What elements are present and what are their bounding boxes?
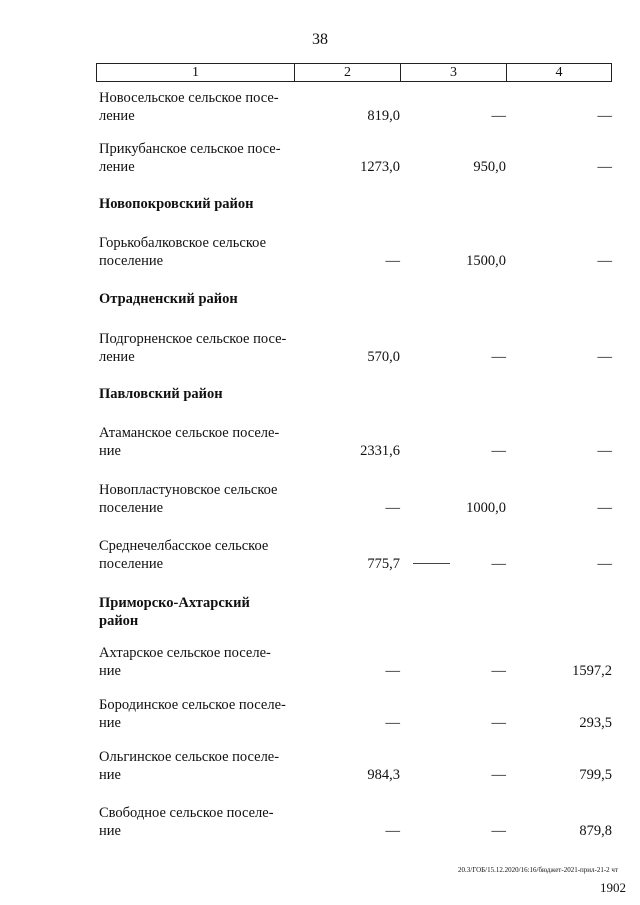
row-col-4: 1597,2: [572, 663, 612, 679]
row-col-2: —: [385, 715, 400, 731]
page-number: 38: [312, 31, 328, 48]
row-col-2: 775,7: [367, 556, 400, 572]
row-col-4: —: [597, 159, 612, 175]
row-name: Атаманское сельское поселе- ние: [99, 425, 280, 459]
footer-page-number: 1902: [600, 880, 626, 895]
row-col-3: —: [491, 767, 506, 783]
row-col-3: 1000,0: [466, 500, 506, 516]
row-name: Подгорненское сельское посе- ление: [99, 331, 287, 365]
row-col-4: —: [597, 443, 612, 459]
district-heading: Приморско-Ахтарский район: [99, 595, 250, 629]
row-col-2: 984,3: [367, 767, 400, 783]
table-header: [96, 63, 612, 82]
row-col-3: —: [491, 823, 506, 839]
row-col-3: —: [491, 108, 506, 124]
stray-line: [413, 563, 450, 564]
row-col-3: —: [491, 349, 506, 365]
district-heading: Отрадненский район: [99, 291, 238, 307]
row-name: Ахтарское сельское поселе- ние: [99, 645, 271, 679]
row-col-3: 1500,0: [466, 253, 506, 269]
district-heading: Новопокровский район: [99, 196, 254, 212]
row-col-3: —: [491, 715, 506, 731]
footer-document-code: 20.3/ГОБ/15.12.2020/16:16/бюджет-2021-прил-21-2 чт: [458, 866, 618, 874]
row-col-4: 293,5: [579, 715, 612, 731]
row-name: Свободное сельское поселе- ние: [99, 805, 274, 839]
district-heading: Павловский район: [99, 386, 223, 402]
row-col-2: 1273,0: [360, 159, 400, 175]
row-col-3: —: [491, 663, 506, 679]
row-col-4: 799,5: [579, 767, 612, 783]
header-col-3: 3: [401, 64, 507, 81]
row-name: Прикубанское сельское посе- ление: [99, 141, 281, 175]
row-col-4: —: [597, 556, 612, 572]
row-col-4: —: [597, 500, 612, 516]
row-col-2: —: [385, 253, 400, 269]
row-col-2: —: [385, 663, 400, 679]
header-col-1: 1: [97, 64, 295, 81]
row-name: Новосельское сельское посе- ление: [99, 90, 279, 124]
row-col-2: —: [385, 823, 400, 839]
row-col-4: 879,8: [579, 823, 612, 839]
row-col-2: 570,0: [367, 349, 400, 365]
header-col-2: 2: [295, 64, 401, 81]
row-col-4: —: [597, 108, 612, 124]
row-col-3: —: [491, 443, 506, 459]
row-name: Среднечелбасское сельское поселение: [99, 538, 269, 572]
row-col-3: —: [491, 556, 506, 572]
row-col-2: 2331,6: [360, 443, 400, 459]
row-name: Горькобалковское сельское поселение: [99, 235, 267, 269]
row-col-4: —: [597, 349, 612, 365]
header-col-4: 4: [555, 65, 563, 80]
row-col-2: —: [385, 500, 400, 516]
row-name: Новопластуновское сельское поселение: [99, 482, 278, 516]
row-col-4: —: [597, 253, 612, 269]
row-col-3: 950,0: [473, 159, 506, 175]
row-name: Ольгинское сельское поселе- ние: [99, 749, 280, 783]
row-name: Бородинское сельское поселе- ние: [99, 697, 286, 731]
row-col-2: 819,0: [367, 108, 400, 124]
